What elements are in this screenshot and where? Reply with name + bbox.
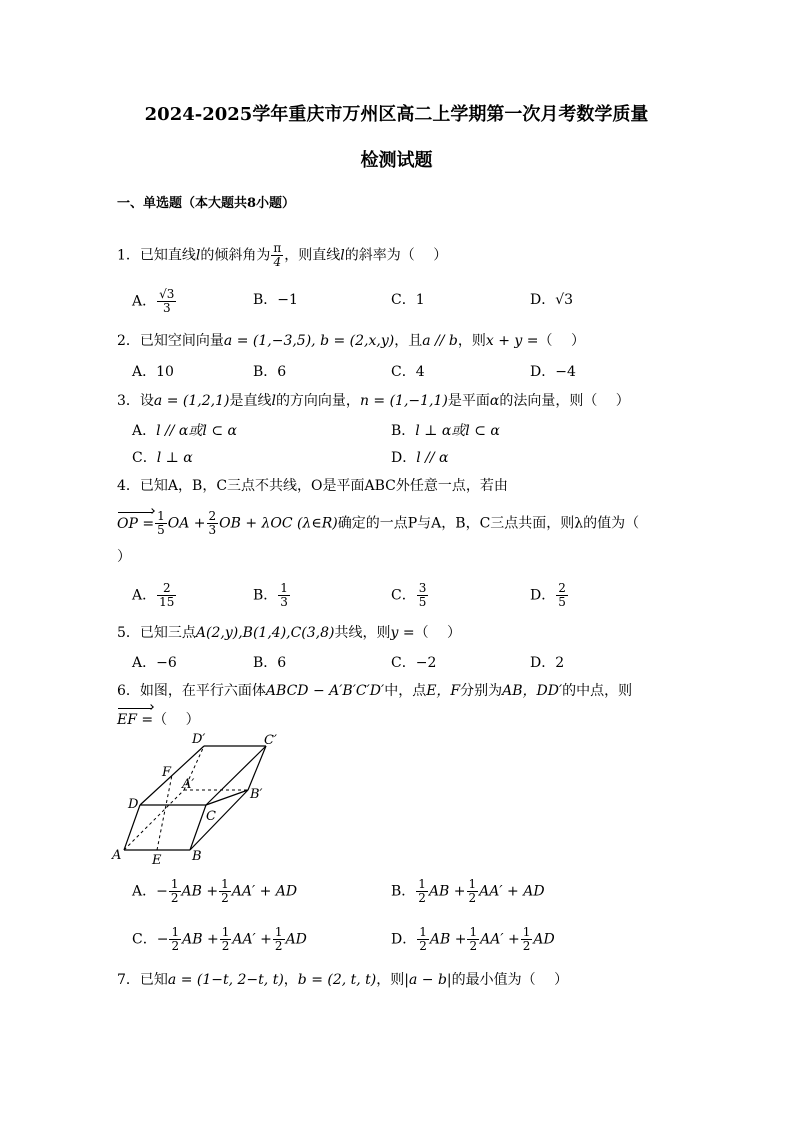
q5-option-d: D．2 <box>530 655 565 671</box>
q3-option-d: D．l // α <box>391 450 449 466</box>
q4-option-d: D． $\frac{2}{5}$ <box>530 581 566 609</box>
q6-option-d: D． $\frac{1}{2}$ AB + $\frac{1}{2}$ AA′ + $\frac{1}{2}$ AD <box>391 925 555 953</box>
edge-BpB <box>190 790 248 850</box>
question-7: 7．已知a = (1−t, 2−t, t)，b = (2, t, t)，则|a − b|的最小值为（ ） <box>117 972 569 988</box>
label-D: D <box>128 797 139 812</box>
edge-CBp <box>206 790 248 805</box>
q1-option-a: A． $\frac{√3}{3}$ <box>132 287 175 315</box>
q3-option-c: C．l ⊥ α <box>132 450 193 466</box>
q1-option-c: C．1 <box>391 292 425 308</box>
q6-option-c: C．− $\frac{1}{2}$ AB + $\frac{1}{2}$ AA′ + $\frac{1}{2}$ AD <box>132 925 307 953</box>
label-F: F <box>162 765 172 780</box>
edge-CpBp <box>248 746 266 790</box>
label-Bp: B′ <box>250 787 263 802</box>
q4-option-b: B． $\frac{1}{3}$ <box>253 581 288 609</box>
q3-option-b: B．l ⊥ α或l ⊂ α <box>391 423 500 439</box>
exam-title-line2: 检测试题 <box>360 150 433 171</box>
question-4-line3: ） <box>117 549 131 565</box>
q3-option-a: A．l // α或l ⊂ α <box>132 423 237 439</box>
label-B: B <box>192 849 202 864</box>
q5-option-b: B．6 <box>253 655 287 671</box>
question-1: 1．已知直线l的倾斜角为 $\frac{\pi}{4}$ ，则直线l的斜率为（ ） <box>117 241 448 269</box>
q6-option-a: A．− $\frac{1}{2}$ AB + $\frac{1}{2}$ AA′ + AD <box>132 877 298 905</box>
question-4-line2: OP = $\frac{1}{5}$ OA + $\frac{2}{3}$ OB + λOC (λ∈R)确定的一点P与A，B，C三点共面，则λ的值为（ <box>117 509 640 537</box>
label-E: E <box>152 853 162 867</box>
exam-title-line1: 2024-2025学年重庆市万州区高二上学期第一次月考数学质量 <box>144 104 649 125</box>
fraction: $\frac{\pi}{4}$ <box>273 241 282 269</box>
question-5: 5．已知三点A(2,y),B(1,4),C(3,8)共线，则y =（ ） <box>117 625 462 641</box>
label-C: C <box>206 809 216 824</box>
label-A: A <box>112 848 122 863</box>
q2-option-a: A．10 <box>132 364 174 380</box>
section-heading: 一、单选题（本大题共8小题） <box>117 196 296 211</box>
q1-option-b: B．−1 <box>253 292 298 308</box>
edge-DDp <box>140 746 204 805</box>
q2-option-b: B．6 <box>253 364 287 380</box>
q5-option-a: A．−6 <box>132 655 177 671</box>
q6-option-b: B． $\frac{1}{2}$ AB + $\frac{1}{2}$ AA′ + AD <box>391 877 545 905</box>
question-6-line1: 6．如图，在平行六面体ABCD − A′B′C′D′中，点E，F分别为AB，DD′的中点，则 <box>117 683 633 699</box>
q2-option-d: D．−4 <box>530 364 576 380</box>
q4-option-c: C． $\frac{3}{5}$ <box>391 581 427 609</box>
label-Ap: A′ <box>182 777 195 792</box>
edge-BC <box>190 805 206 850</box>
q4-option-a: A． $\frac{2}{15}$ <box>132 581 175 609</box>
label-Dp: D′ <box>192 732 206 747</box>
q2-option-c: C．4 <box>391 364 425 380</box>
q1-option-d: D．√3 <box>530 292 574 308</box>
q5-option-c: C．−2 <box>391 655 437 671</box>
question-3: 3．设a = (1,2,1)是直线l的方向向量，n = (1,−1,1)是平面α的法向量，则（ ） <box>117 393 630 409</box>
label-Cp: C′ <box>264 733 277 748</box>
question-number: 1． <box>117 247 140 264</box>
question-4-line1: 4．已知A，B，C三点不共线，O是平面ABC外任意一点，若由 <box>117 478 508 494</box>
question-2: 2．已知空间向量a = (1,−3,5), b = (2,x,y)，且a // b，则x + y =（ ） <box>117 333 585 349</box>
parallelepiped-figure <box>110 732 290 867</box>
question-6-line2: EF =（ ） <box>117 712 200 728</box>
segment-EF <box>157 775 172 850</box>
